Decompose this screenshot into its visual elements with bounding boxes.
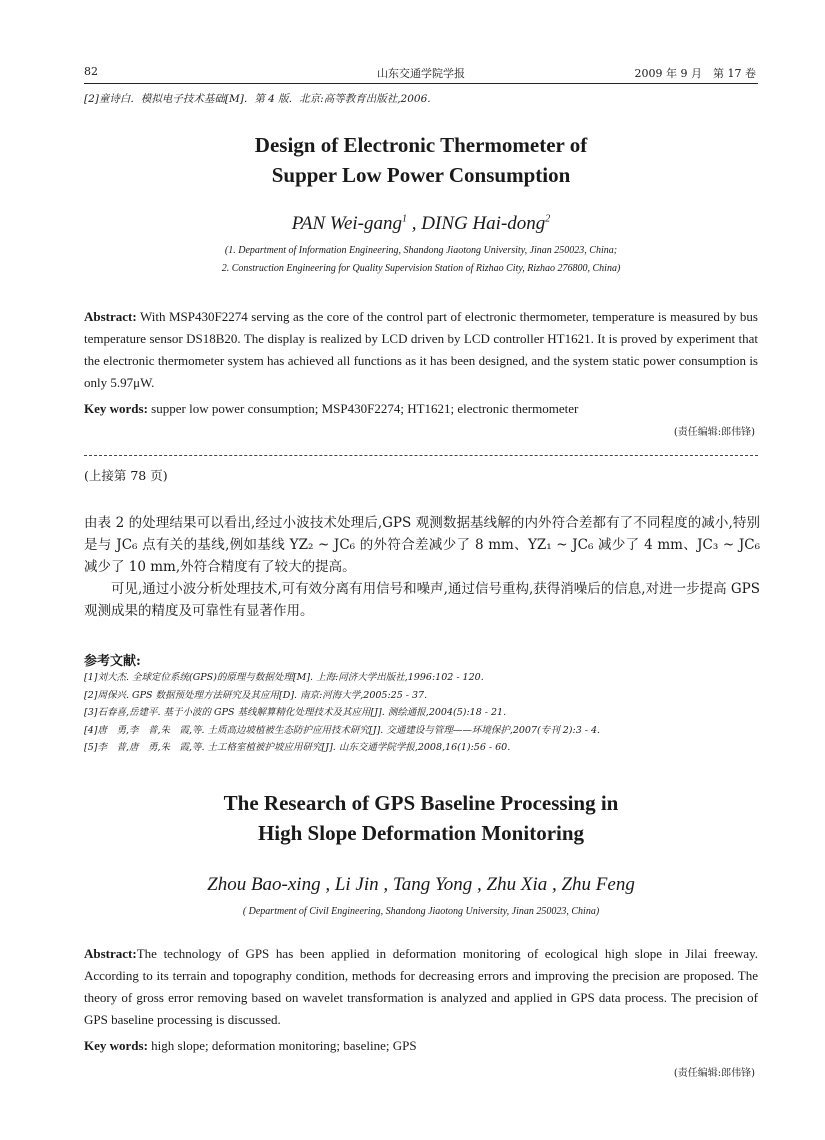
paper2-affiliation — [84, 903, 758, 921]
paper2-abstract — [84, 943, 758, 1031]
paper1-editor: (责任编辑:郎伟锋) — [673, 427, 755, 438]
continued-note: (上接第 78 页) — [84, 468, 168, 483]
body-paragraph-2: 可见,通过小波分析处理技术,可有效分离有用信号和噪声,通过信号重构,获得消噪后的信息,对进一步提高 GPS 观测成果的精度及可靠性有显著作用。 — [84, 581, 760, 619]
references-title: 参考文献: — [84, 654, 141, 669]
paper1-abstract-text: With MSP430F2274 serving as the core of the control part of electronic thermometer, temperature is measured by bus temperature sensor DS18B20. The display is realized by LCD driven by LCD controller HT1621. It is proved by experiment that the electronic thermometer system has achieved all functions as it has been designed, and the system static power consumption is only 5.97μW. — [84, 309, 758, 390]
paper2-affil: ( Department of Civil Engineering, Shandong Jiaotong University, Jinan 250023, China) — [242, 906, 600, 917]
paper1-authors — [84, 213, 758, 235]
paper2-keywords-text: high slope; deformation monitoring; baseline; GPS — [147, 1038, 417, 1053]
paper2-title — [84, 788, 758, 848]
paper1-affiliations — [84, 242, 758, 278]
references-list — [84, 669, 764, 757]
paper2-editor: (责任编辑:郎伟锋) — [673, 1068, 755, 1079]
section-divider — [84, 447, 758, 456]
running-header — [84, 63, 758, 84]
paper1-keywords-label: Key words: — [84, 401, 148, 416]
paper1-abstract-label: Abstract: — [84, 309, 137, 324]
reference-item: [1]刘大杰. 全球定位系统(GPS)的原理与数据处理[M]. 上海:同济大学出版社,1996:102 - 120. — [84, 672, 484, 683]
paper2-title-line2: High Slope Deformation Monitoring — [257, 821, 585, 845]
paper2-keywords — [84, 1035, 758, 1057]
body-paragraph-1: 由表 2 的处理结果可以看出,经过小波技术处理后,GPS 观测数据基线解的内外符合差都有了不同程度的减小,特别是与 JC₆ 点有关的基线,例如基线 YZ₂ ~ JC₆ 的外符合差减少了 8 mm、YZ₁ ~ JC₆ 减少了 4 mm、JC₃ ~ JC₆ 减少了 10 mm,外符合精度有了较大的提高。 — [84, 515, 760, 575]
paper1-title-line1: Design of Electronic Thermometer of — [254, 133, 588, 157]
paper2-authors: Zhou Bao-xing , Li Jin , Tang Yong , Zhu Xia , Zhu Feng — [207, 874, 635, 895]
journal-name: 山东交通学院学报 — [377, 67, 465, 80]
issue-info: 2009 年 9 月 第 17 卷 — [634, 67, 756, 80]
paper1-title — [84, 130, 758, 190]
paper1-affil1: (1. Department of Information Engineering, Shandong Jiaotong University, Jinan 250023, China; — [224, 245, 618, 256]
paper1-keywords — [84, 398, 758, 420]
paper1-abstract — [84, 306, 758, 394]
paper2-title-line1: The Research of GPS Baseline Processing in — [223, 791, 619, 815]
reference-item: [4]唐 勇,李 普,朱 霞,等. 土质高边坡植被生态防护应用技术研究[J]. 交通建设与管理——环境保护,2007(专刊 2):3 - 4. — [84, 724, 601, 736]
paper1-keywords-text: supper low power consumption; MSP430F2274; HT1621; electronic thermometer — [147, 401, 579, 416]
paper1-author2: DING Hai-dong — [421, 213, 546, 234]
paper1-affil2: 2. Construction Engineering for Quality Supervision Station of Rizhao City, Rizhao 276800, China) — [221, 263, 621, 274]
paper1-author1-sup: 1 — [402, 213, 408, 225]
body-text — [84, 512, 760, 622]
paper2-abstract-text: The technology of GPS has been applied in deformation monitoring of ecological high slope in Jilai freeway. According to its terrain and topography condition, methods for decreasing errors and improving the precision are proposed. The theory of gross error removing based on wavelet transformation is analyzed and applied in GPS data process. The precision of GPS baseline processing is discussed. — [84, 946, 758, 1027]
paper1-author2-sup: 2 — [545, 213, 551, 225]
paper1-author1: PAN Wei-gang — [291, 213, 403, 234]
page-number: 82 — [84, 65, 98, 78]
paper1-author-sep: , — [407, 213, 422, 234]
paper1-title-line2: Supper Low Power Consumption — [271, 163, 571, 187]
reference-item: [5]李 普,唐 勇,朱 霞,等. 土工格室植被护坡应用研究[J]. 山东交通学院学报,2008,16(1):56 - 60. — [84, 742, 511, 753]
paper2-keywords-label: Key words: — [84, 1038, 148, 1053]
reference-item: [3]石春喜,岳建平. 基于小波的 GPS 基线解算精化处理技术及其应用[J]. 测绘通报,2004(5):18 - 21. — [84, 707, 507, 718]
top-reference: [2]童诗白．模拟电子技术基础[M]．第 4 版．北京:高等教育出版社,2006. — [84, 93, 431, 105]
paper2-abstract-label: Abstract: — [84, 946, 137, 961]
reference-item: [2]周保兴. GPS 数据预处理方法研究及其应用[D]. 南京:河海大学,2005:25 - 37. — [84, 689, 428, 701]
